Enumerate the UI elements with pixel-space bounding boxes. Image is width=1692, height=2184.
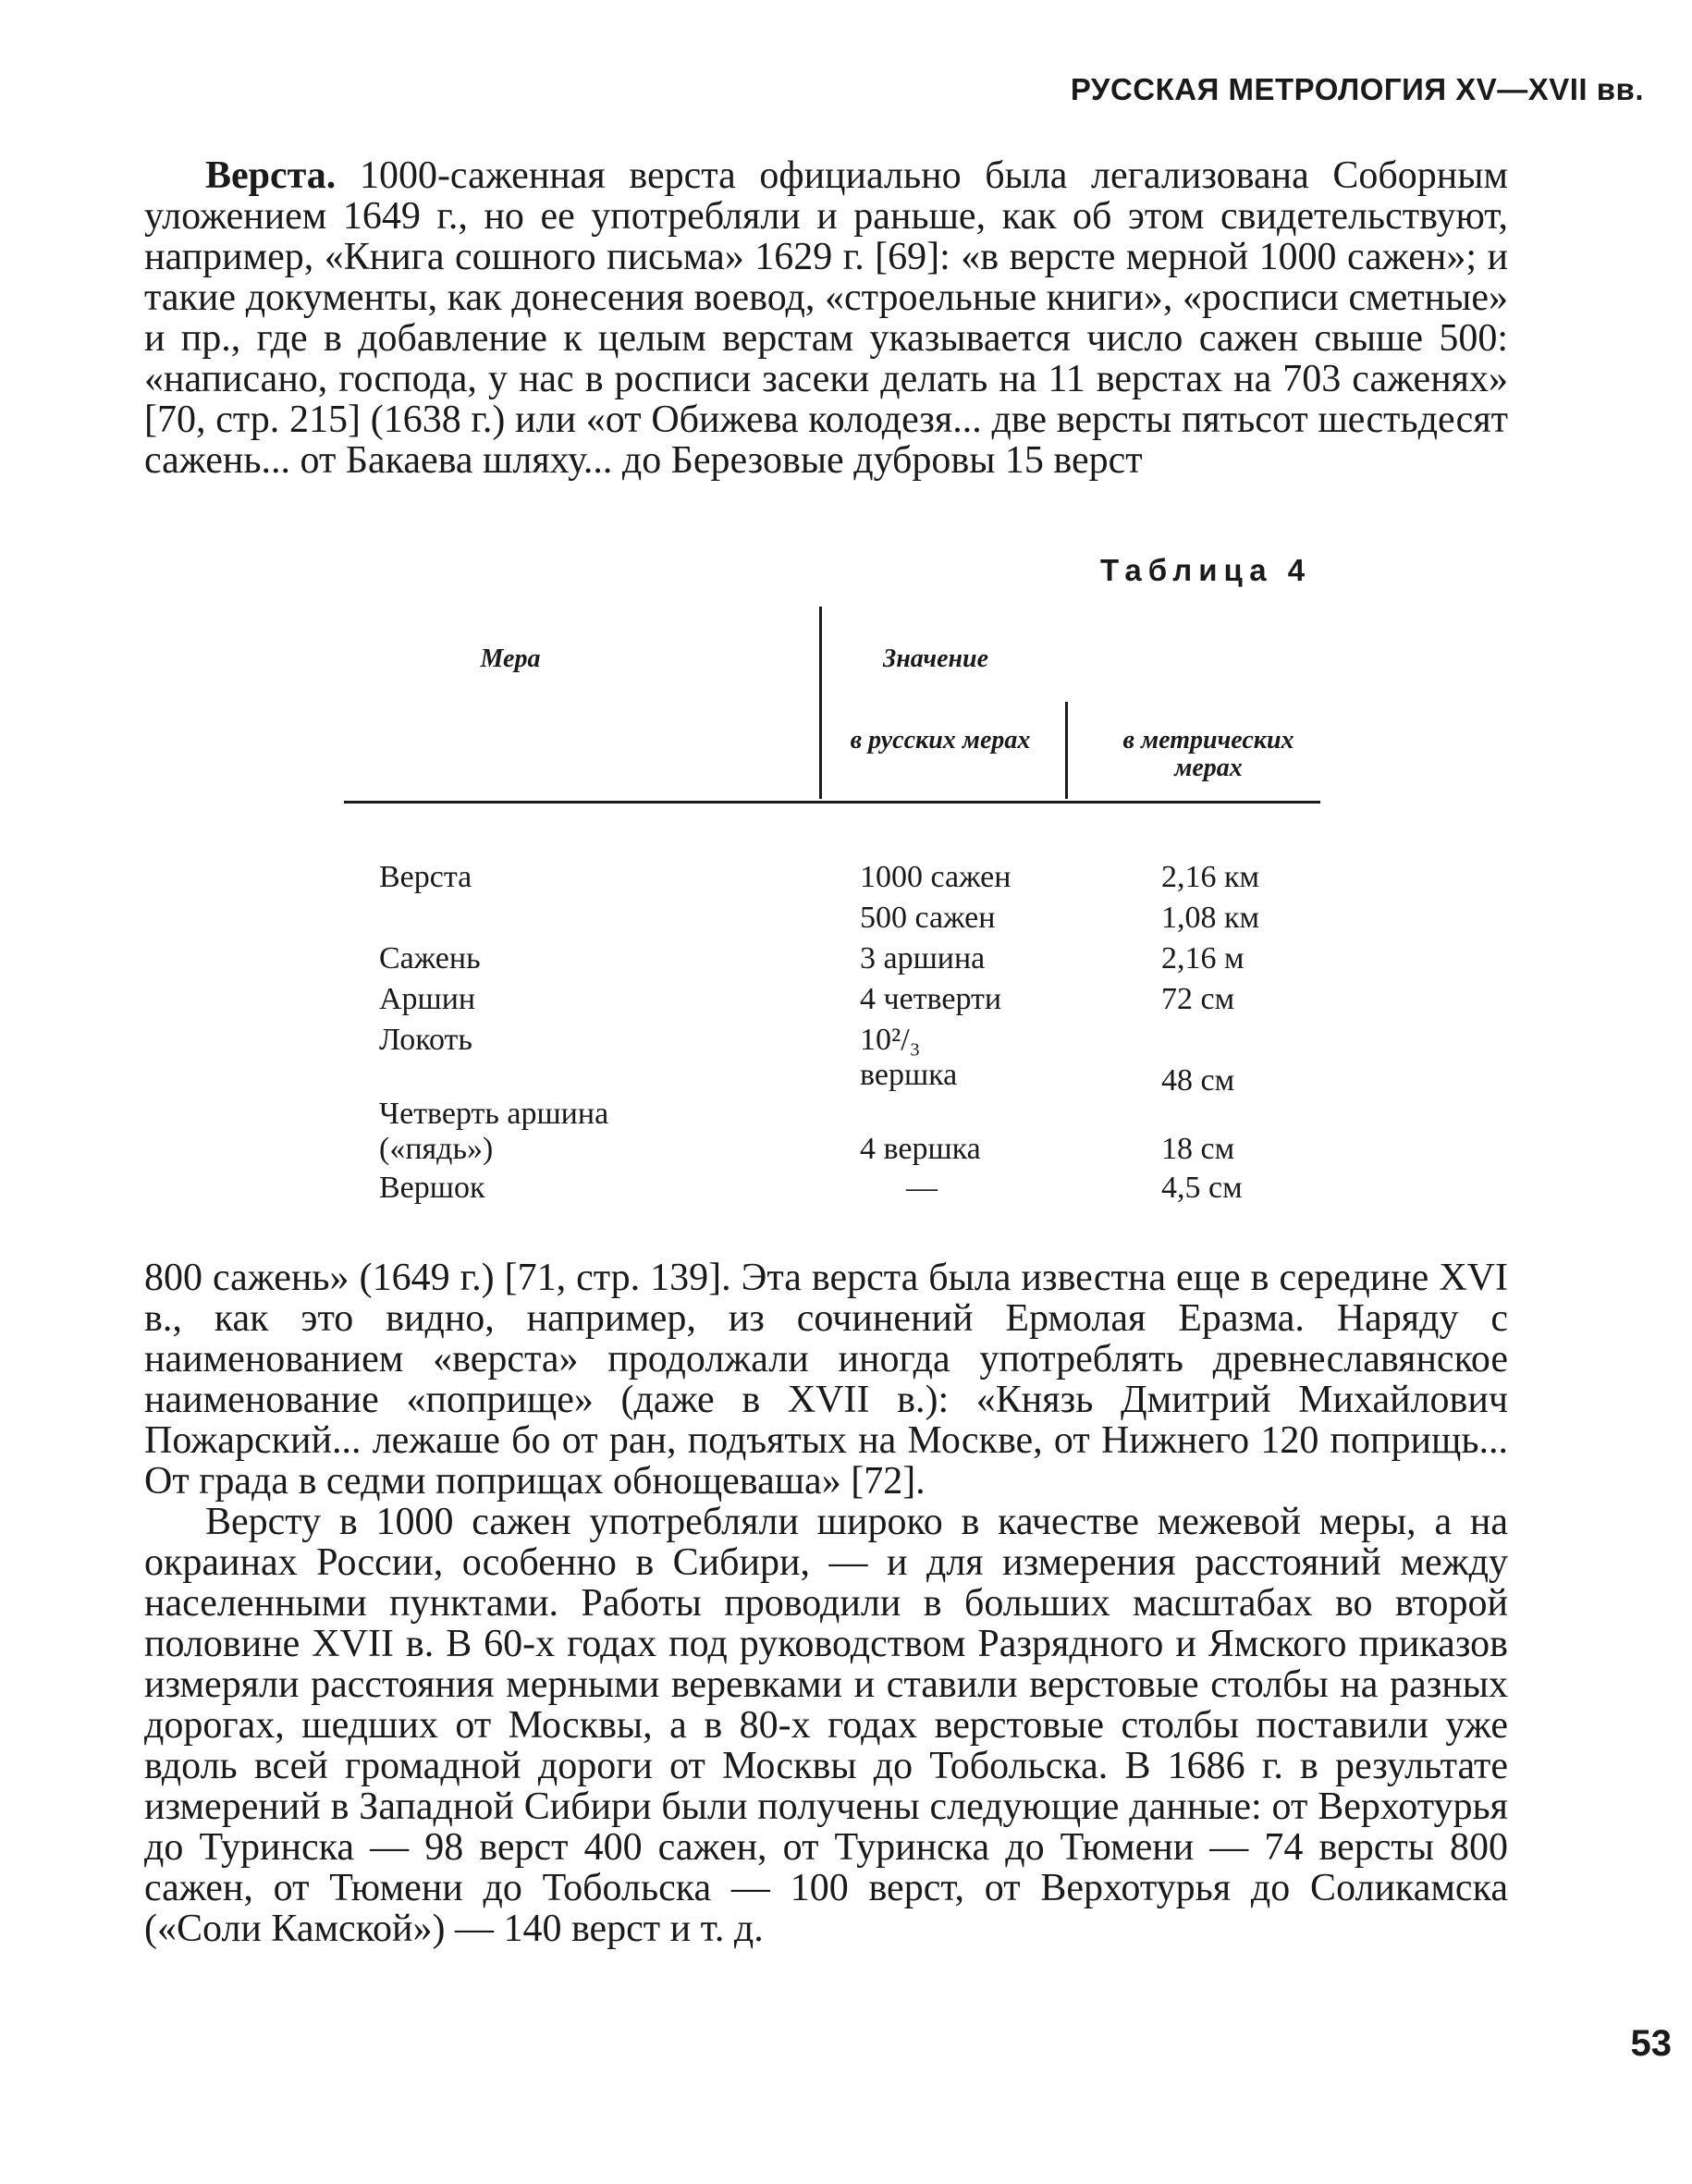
row-russian: —: [906, 1171, 938, 1205]
paragraph-text-before-table: 1000-саженная верста официально была легализована Соборным уложением 1649 г., но ее употребляли и раньше, как об этом свидетельствуют, например, «Книга сошного письма» 1629 г. [69]: «в версте мерной 1000 сажен»; и такие документы, как донесения воевод, «строельные книги», «росписи сметные» и пр., где в добавление к целым верстам указывается число сажен свыше 500: «написано, господа, у нас в росписи засеки делать на 11 верстах на 703 саженях» [70, стр. 215] (1638 г.) или «от Обижева колодезя... две версты пятьсот шестьдесят сажень... от Бакаева шляху... до Березовые дубровы 15 верст: [144, 154, 1508, 482]
header-russian: в русских мерах: [850, 726, 1031, 755]
row-metric: 2,16 км: [1161, 860, 1260, 894]
table-header: [344, 607, 1320, 810]
row-russian: 500 сажен: [860, 901, 996, 935]
row-russian: 4 вершка: [860, 1132, 981, 1166]
row-measure: Локоть: [379, 1023, 472, 1057]
term-versta: Верста.: [205, 154, 337, 197]
row-measure: Аршин: [379, 982, 476, 1016]
header-measure: Мера: [480, 644, 541, 673]
row-metric: 48 см: [1161, 1063, 1235, 1098]
paragraph-versta-continued: [144, 1258, 1508, 1949]
row-measure: Четверть аршина («пядь»): [379, 1097, 609, 1166]
row-measure: Сажень: [379, 941, 481, 975]
row-metric: 2,16 м: [1161, 941, 1244, 975]
row-metric: 72 см: [1161, 982, 1235, 1016]
header-value: Значение: [882, 644, 989, 673]
row-measure: Верста: [379, 860, 472, 894]
row-russian: 4 четверти: [860, 982, 1002, 1016]
running-head: РУССКАЯ МЕТРОЛОГИЯ XV—XVII вв.: [1070, 72, 1644, 106]
page-number: 53: [1630, 2023, 1672, 2064]
table-rule: [344, 801, 1320, 804]
table-divider-vertical: [819, 607, 822, 799]
paragraph-versta-usage: Версту в 1000 сажен употребляли широко в качестве межевой меры, а на окраинах России, особенно в Сибири, — и для измерения расстояний между населенными пунктами. Работы проводили в больших масштабах во второй половине XVII в. В 60-х годах под руководством Разрядного и Ямского приказов измеряли расстояния мерными веревками и ставили верстовые столбы на разных дорогах, шедших от Москвы, а в 80-х годах верстовые столбы поставили уже вдоль всей громадной дороги от Москвы до Тобольска. В 1686 г. в результате измерений в Западной Сибири были получены следующие данные: от Верхотурья до Туринска — 98 верст 400 сажен, от Туринска до Тюмени — 74 версты 800 сажен, от Тюмени до Тобольска — 100 верст, от Верхотурья до Соликамска («Соли Камской») — 140 верст и т. д.: [144, 1501, 1508, 1950]
table-divider-subcolumn: [1065, 702, 1068, 799]
row-metric: 1,08 км: [1161, 901, 1260, 935]
row-russian: 10²/₃ вершка: [860, 1023, 958, 1092]
row-metric: 4,5 см: [1161, 1171, 1243, 1205]
row-measure: Вершок: [379, 1171, 485, 1205]
row-russian: 3 аршина: [860, 941, 986, 975]
paragraph-versta-intro: [144, 155, 1508, 481]
paragraph-text-after-table: 800 сажень» (1649 г.) [71, стр. 139]. Эта верста была известна еще в середине XVI в., как это видно, например, из сочинений Ермолая Еразма. Наряду с наименованием «верста» продолжали иногда употреблять древнеславянское наименование «поприще» (даже в XVII в.): «Князь Дмитрий Михайлович Пожарский... лежаше бо от ран, подъятых на Москве, от Нижнего 120 поприщь... От града в седми поприщах обнощеваша» [72].: [144, 1257, 1508, 1503]
row-russian: 1000 сажен: [860, 860, 1012, 894]
row-metric: 18 см: [1161, 1132, 1235, 1166]
table-caption: Таблица 4: [1100, 553, 1312, 587]
header-metric: в метрических мерах: [1122, 726, 1294, 782]
